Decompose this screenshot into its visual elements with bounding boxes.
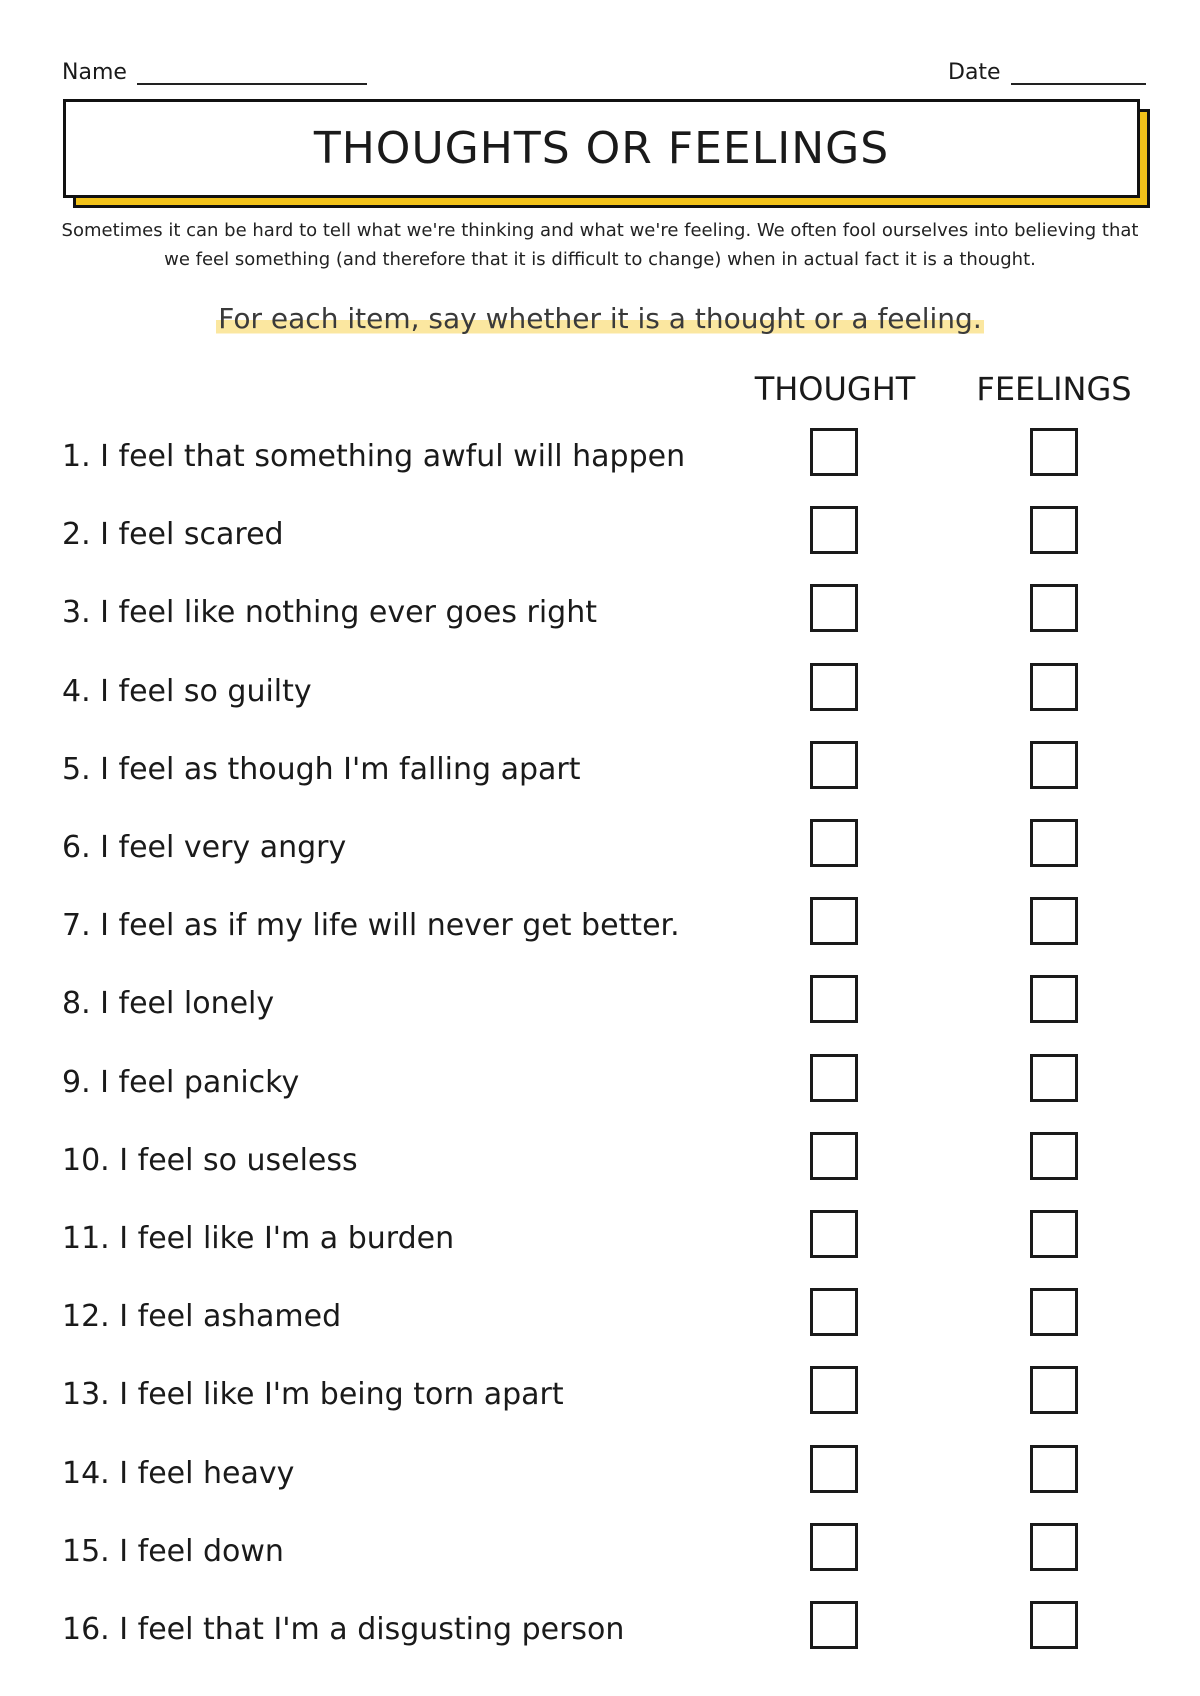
page-title: THOUGHTS OR FEELINGS [63, 99, 1140, 198]
thought-checkbox[interactable] [810, 897, 858, 945]
list-item [0, 1288, 1200, 1366]
thought-checkbox[interactable] [810, 1445, 858, 1493]
feeling-checkbox[interactable] [1030, 506, 1078, 554]
thought-checkbox[interactable] [810, 1054, 858, 1102]
instruction [0, 302, 1200, 335]
feeling-checkbox[interactable] [1030, 1132, 1078, 1180]
feeling-checkbox[interactable] [1030, 663, 1078, 711]
list-item [0, 506, 1200, 584]
thought-checkbox[interactable] [810, 1601, 858, 1649]
feeling-checkbox[interactable] [1030, 1288, 1078, 1336]
instruction-text: For each item, say whether it is a thought or a feeling. [218, 302, 982, 335]
thought-checkbox[interactable] [810, 1210, 858, 1258]
list-item [0, 741, 1200, 819]
list-item [0, 1366, 1200, 1444]
feeling-checkbox[interactable] [1030, 819, 1078, 867]
item-label: 13. I feel like I'm being torn apart [62, 1377, 564, 1413]
item-label: 12. I feel ashamed [62, 1299, 342, 1335]
thought-checkbox[interactable] [810, 741, 858, 789]
list-item [0, 663, 1200, 741]
thought-checkbox[interactable] [810, 975, 858, 1023]
intro-text: Sometimes it can be hard to tell what we're thinking and what we're feeling. We often fool ourselves into believing that we feel something (and therefore that it is difficult to change) when in actual fact it is a thought. [61, 220, 1139, 270]
list-item [0, 1210, 1200, 1288]
list-item [0, 1601, 1200, 1679]
thought-checkbox[interactable] [810, 1523, 858, 1571]
thought-checkbox[interactable] [810, 506, 858, 554]
name-blank-line[interactable] [137, 65, 367, 85]
name-field[interactable] [62, 60, 367, 85]
item-label: 15. I feel down [62, 1533, 284, 1569]
feeling-checkbox[interactable] [1030, 741, 1078, 789]
thought-checkbox[interactable] [810, 584, 858, 632]
list-item [0, 1054, 1200, 1132]
thought-checkbox[interactable] [810, 428, 858, 476]
feeling-checkbox[interactable] [1030, 1445, 1078, 1493]
feeling-checkbox[interactable] [1030, 1054, 1078, 1102]
list-item [0, 975, 1200, 1053]
item-label: 8. I feel lonely [62, 986, 275, 1022]
list-item [0, 428, 1200, 506]
feeling-checkbox[interactable] [1030, 1366, 1078, 1414]
feeling-checkbox[interactable] [1030, 428, 1078, 476]
item-label: 16. I feel that I'm a disgusting person [62, 1612, 625, 1647]
column-header-thought: THOUGHT [754, 370, 916, 408]
item-label: 3. I feel like nothing ever goes right [62, 595, 597, 631]
date-blank-line[interactable] [1011, 65, 1146, 85]
list-item [0, 1445, 1200, 1523]
item-label: 6. I feel very angry [62, 830, 347, 865]
feeling-checkbox[interactable] [1030, 897, 1078, 945]
item-label: 11. I feel like I'm a burden [62, 1221, 455, 1256]
item-label: 7. I feel as if my life will never get better. [62, 908, 680, 944]
item-label: 9. I feel panicky [62, 1064, 300, 1100]
date-label: Date [948, 60, 1001, 85]
thought-checkbox[interactable] [810, 1132, 858, 1180]
list-item [0, 1523, 1200, 1601]
item-label: 5. I feel as though I'm falling apart [62, 751, 581, 787]
thought-checkbox[interactable] [810, 819, 858, 867]
item-label: 1. I feel that something awful will happen [62, 439, 686, 474]
feeling-checkbox[interactable] [1030, 1210, 1078, 1258]
list-item [0, 584, 1200, 662]
list-item [0, 897, 1200, 975]
column-header-feelings: FEELINGS [976, 370, 1132, 408]
feeling-checkbox[interactable] [1030, 584, 1078, 632]
list-item [0, 1132, 1200, 1210]
name-label: Name [62, 60, 127, 85]
item-label: 14. I feel heavy [62, 1455, 295, 1491]
item-label: 4. I feel so guilty [62, 673, 312, 709]
item-label: 2. I feel scared [62, 517, 284, 553]
feeling-checkbox[interactable] [1030, 1523, 1078, 1571]
thought-checkbox[interactable] [810, 1366, 858, 1414]
thought-checkbox[interactable] [810, 663, 858, 711]
feeling-checkbox[interactable] [1030, 1601, 1078, 1649]
thought-checkbox[interactable] [810, 1288, 858, 1336]
title-banner [63, 99, 1140, 198]
date-field[interactable] [948, 60, 1146, 85]
item-label: 10. I feel so useless [62, 1142, 358, 1178]
list-item [0, 819, 1200, 897]
feeling-checkbox[interactable] [1030, 975, 1078, 1023]
